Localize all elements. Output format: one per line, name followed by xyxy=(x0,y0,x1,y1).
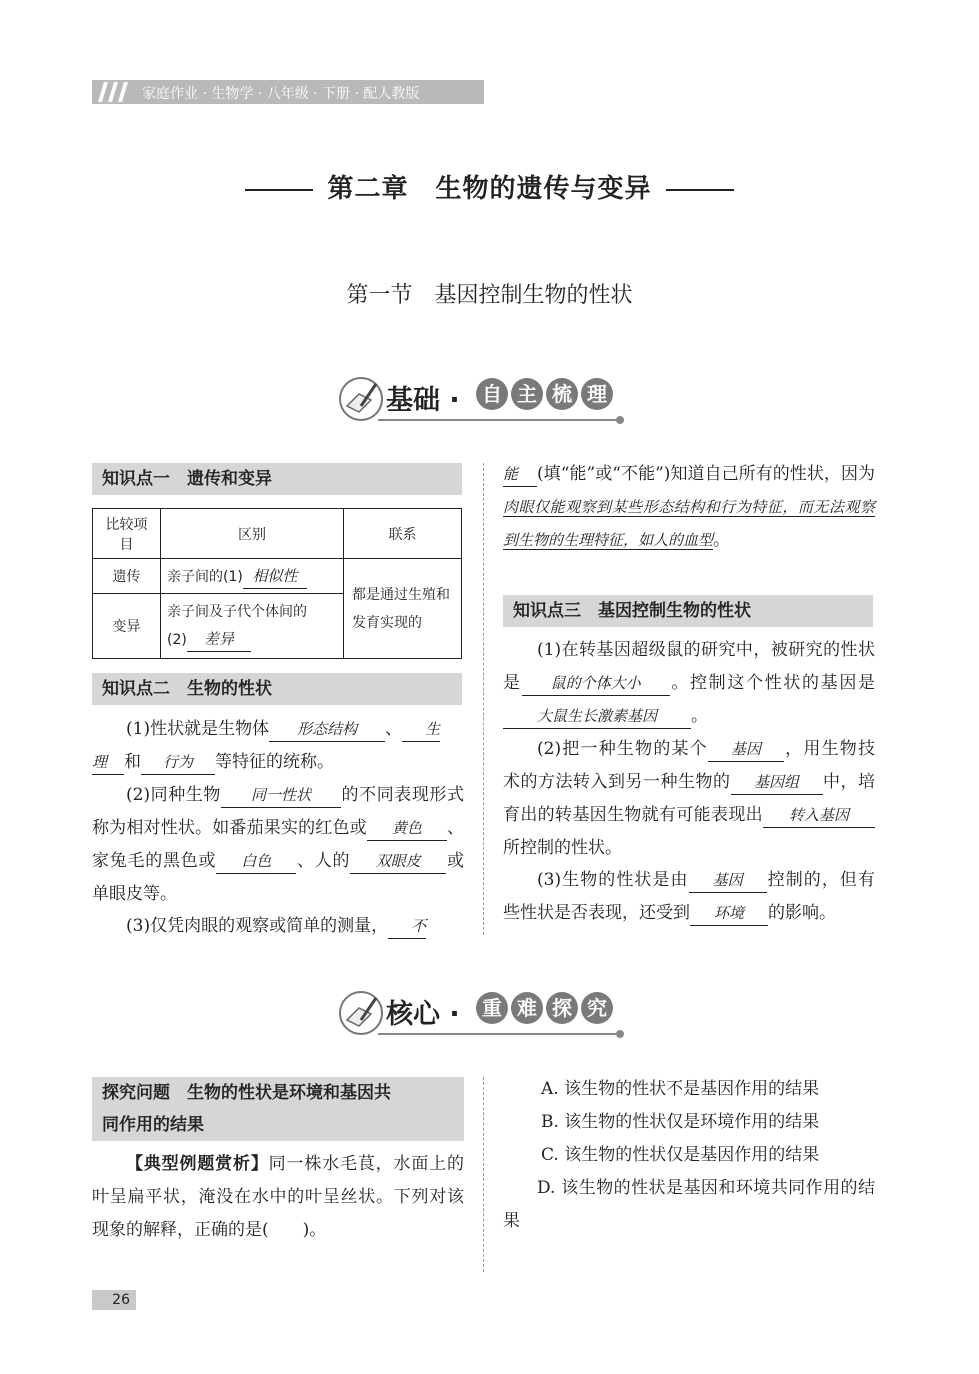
kp2-paragraph-2 xyxy=(92,779,464,911)
option-d[interactable]: D. 该生物的性状是基因和环境共同作用的结果 xyxy=(503,1178,875,1231)
banner-char: 难 xyxy=(511,992,543,1024)
kp2-paragraph-3-cont xyxy=(503,458,875,557)
text: 。 xyxy=(691,706,708,726)
banner-basics-subtitle xyxy=(476,378,613,410)
row-variation-text: 亲子间及子代个体间的 xyxy=(167,604,307,620)
kp3-paragraph-1 xyxy=(503,634,875,733)
page-number: 26 xyxy=(92,1290,136,1310)
fill-answer: 环境 xyxy=(690,901,768,926)
example-question-text: 同一株水毛茛，水面上的叶呈扁平状，淹没在水中的叶呈丝状。下列对该现象的解释，正确的是( )。 xyxy=(92,1154,465,1240)
header-text: 家庭作业 · 生物学 · 八年级 · 下册 · 配人教版 xyxy=(142,86,420,102)
fill-answer: 差异 xyxy=(187,627,251,652)
column-divider xyxy=(483,1077,484,1272)
fill-answer: 黄色 xyxy=(367,816,447,841)
text: (1)性状就是生物体 xyxy=(126,719,270,739)
kp3-paragraph-3 xyxy=(503,864,875,930)
banner-core-title: 核心 · xyxy=(386,999,460,1030)
text: (填“能”或“不能”)知道自己所有的性状，因为 xyxy=(537,464,875,484)
fill-answer: 双眼皮 xyxy=(350,849,446,874)
banner-basics xyxy=(338,372,638,432)
fill-answer: 基因 xyxy=(708,737,784,762)
text: 和 xyxy=(124,752,141,772)
fill-answer: 形态结构 xyxy=(269,717,385,742)
comparison-table xyxy=(92,508,462,659)
fill-answer: 转入基因 xyxy=(763,803,875,828)
fill-answer: 相似性 xyxy=(243,564,307,589)
text: 或单眼皮等。 xyxy=(92,851,464,904)
fill-answer: 基因组 xyxy=(731,770,823,795)
fill-answer: 行为 xyxy=(141,750,215,775)
fill-answer: 大鼠生长激素基因 xyxy=(503,704,691,729)
notebook-pen-icon xyxy=(338,376,384,422)
option-b[interactable]: B. 该生物的性状仅是环境作用的结果 xyxy=(541,1112,820,1132)
text: 。控制这个性状的基因是 xyxy=(669,673,876,693)
section-title: 第一节 基因控制生物的性状 xyxy=(346,283,633,308)
text: 、人的 xyxy=(296,851,351,871)
kp2-paragraph-3 xyxy=(92,910,464,943)
fill-answer: 基因 xyxy=(689,868,767,893)
banner-underline xyxy=(378,419,618,421)
kp2-heading: 知识点二 生物的性状 xyxy=(92,673,462,705)
text: (2)把一种生物的某个 xyxy=(537,739,708,759)
fill-answer: 能 xyxy=(503,462,537,487)
kp3-heading: 知识点三 基因控制生物的性状 xyxy=(503,595,873,627)
column-divider xyxy=(483,463,484,935)
text: 、 xyxy=(385,719,403,739)
banner-char: 主 xyxy=(511,378,543,410)
row-variation-num: (2) xyxy=(167,632,187,648)
text: 等特征的统称。 xyxy=(215,752,334,772)
kp2-paragraph-1 xyxy=(92,713,464,779)
option-c[interactable]: C. 该生物的性状仅是基因作用的结果 xyxy=(541,1145,820,1165)
banner-core-subtitle xyxy=(476,992,613,1024)
text: ，用生物技术的方法转入到另一种生物的 xyxy=(503,739,875,792)
row-heredity-label: 遗传 xyxy=(93,559,161,594)
explore-heading-line-2: 同作用的结果 xyxy=(102,1115,204,1135)
banner-char: 探 xyxy=(546,992,578,1024)
text: 的影响。 xyxy=(768,903,836,923)
text: 。 xyxy=(713,530,731,550)
banner-char: 究 xyxy=(581,992,613,1024)
explore-heading xyxy=(92,1077,464,1141)
slash-decoration-icon xyxy=(92,80,134,104)
fill-answer: 生 xyxy=(402,717,440,742)
row-variation-label: 变异 xyxy=(93,594,161,659)
text: 控制的，但有些性状是否表现，还受到 xyxy=(503,870,875,923)
notebook-pen-icon xyxy=(338,990,384,1036)
row-variation-diff xyxy=(161,594,344,659)
table-header-diff: 区别 xyxy=(161,509,344,559)
banner-char: 理 xyxy=(581,378,613,410)
fill-answer: 理 xyxy=(92,750,124,775)
banner-underline-dot xyxy=(616,416,624,424)
fill-answer: 肉眼仅能观察到某些形态结构和行为特征，而无法观察到生物的生理特征，如人的血型 xyxy=(503,498,875,549)
fill-answer: 鼠的个体大小 xyxy=(522,671,670,696)
banner-char: 梳 xyxy=(546,378,578,410)
row-heredity-diff xyxy=(161,559,344,594)
text: 中，培育出的转基因生物就有可能表现出 xyxy=(503,772,875,825)
fill-answer: 同一性状 xyxy=(221,783,341,808)
banner-basics-title: 基础 · xyxy=(386,385,460,416)
table-link-text: 都是通过生殖和发育实现的 xyxy=(344,559,462,659)
header-bar xyxy=(92,80,484,104)
text: (1)在转基因超级鼠的研究中，被研究的性状是 xyxy=(503,640,875,693)
kp1-heading: 知识点一 遗传和变异 xyxy=(92,463,462,495)
example-question xyxy=(92,1148,464,1247)
option-a[interactable]: A. 该生物的性状不是基因作用的结果 xyxy=(541,1079,820,1099)
fill-answer: 白色 xyxy=(216,849,296,874)
explore-heading-line-1: 探究问题 生物的性状是环境和基因共 xyxy=(102,1083,391,1103)
text: 、家兔毛的黑色或 xyxy=(92,818,465,871)
chapter-title-text: 第二章 生物的遗传与变异 xyxy=(327,174,652,204)
banner-underline xyxy=(378,1033,618,1035)
kp3-paragraph-2 xyxy=(503,733,875,865)
title-dash-right xyxy=(666,189,734,191)
banner-core xyxy=(338,986,638,1046)
text: (3)生物的性状是由 xyxy=(537,870,689,890)
example-tag: 【典型例题赏析】 xyxy=(126,1154,269,1174)
chapter-title xyxy=(0,168,979,205)
fill-answer: 不 xyxy=(388,914,426,939)
banner-char: 重 xyxy=(476,992,508,1024)
text: (2)同种生物 xyxy=(126,785,221,805)
title-dash-left xyxy=(245,189,313,191)
text: 所控制的性状。 xyxy=(503,838,622,858)
banner-char: 自 xyxy=(476,378,508,410)
row-heredity-text: 亲子间的(1) xyxy=(167,568,243,585)
table-header-link: 联系 xyxy=(344,509,462,559)
banner-underline-dot xyxy=(616,1030,624,1038)
text: (3)仅凭肉眼的观察或简单的测量， xyxy=(126,916,389,936)
table-header-item: 比较项目 xyxy=(93,509,161,559)
text: 的不同表现形式称为相对性状。如番茄果实的红色或 xyxy=(92,785,464,838)
